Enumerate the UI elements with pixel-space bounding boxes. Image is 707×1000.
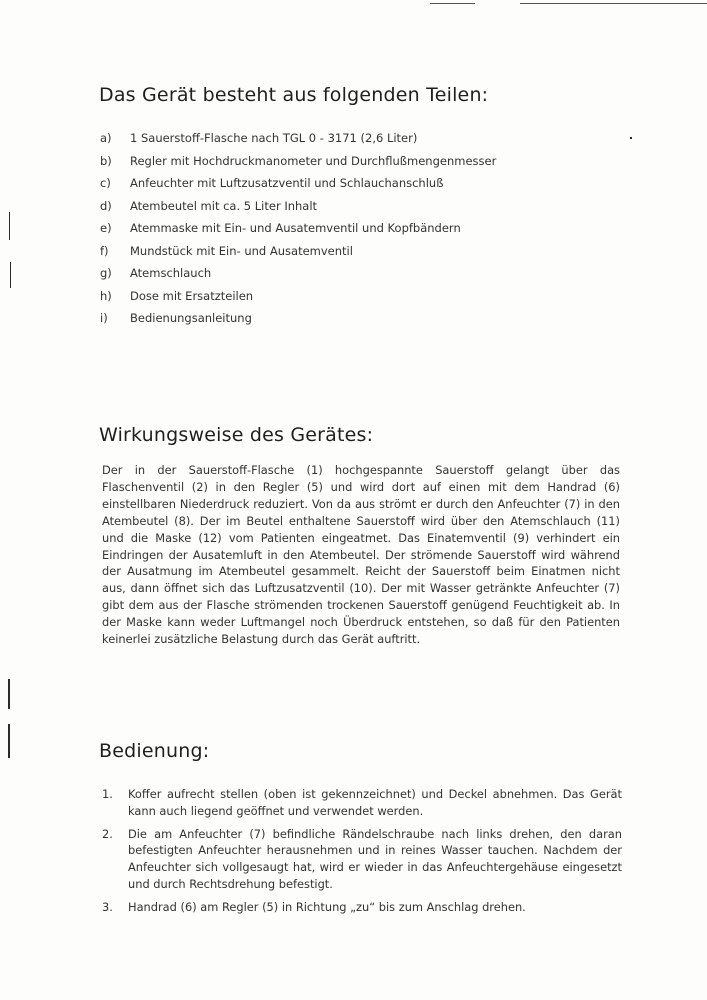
list-item: i) Bedienungsanleitung	[100, 311, 252, 325]
binding-mark	[8, 724, 10, 758]
operation-heading: Bedienung:	[99, 740, 210, 762]
list-item: e) Atemmaske mit Ein- und Ausatemventil und Kopfbändern	[100, 221, 461, 235]
scan-edge-line	[520, 3, 707, 4]
list-item: h) Dose mit Ersatzteilen	[100, 288, 254, 303]
list-item: c) Anfeuchter mit Luftzusatzventil und Schlauchanschluß	[100, 176, 444, 190]
scan-edge-line	[430, 3, 475, 4]
parts-list	[100, 127, 496, 330]
scan-dot	[630, 137, 632, 139]
binding-mark	[8, 679, 10, 709]
list-item: d) Atembeutel mit ca. 5 Liter Inhalt	[100, 198, 318, 213]
list-item: f) Mundstück mit Ein- und Ausatemventil	[100, 243, 353, 258]
list-item: 2. Die am Anfeuchter (7) befindliche Rändelschraube nach links drehen, den daran befestigten Anfeuchter herausnehmen und in reines Wasser tauchen. Nachdem der Anfeuchter sich vollgesaugt hat, wird er wieder in das Anfeuchtergehäuse eingesetzt und durch Rechtsdrehung befestigt.	[102, 826, 622, 891]
function-paragraph: Der in der Sauerstoff-Flasche (1) hochgespannte Sauerstoff gelangt über das Flaschenventil (2) in den Regler (5) und wird dort auf einen mit dem Handrad (6) einstellbaren Niederdruck reduziert. Von da aus strömt er durch den Anfeuchter (7) in den Atembeutel (8). Der im Beutel enthaltene Sauerstoff wird über den Atemschlauch (11) und die Maske (12) vom Patienten eingeatmet. Das Einatemventil (9) verhindert ein Eindringen der Ausatemluft in den Atembeutel. Der strömende Sauerstoff wird während der Ausatmung im Atembeutel gesammelt. Reicht der Sauerstoff beim Einatmen nicht aus, dann öffnet sich das Luftzusatzventil (10). Der mit Wasser getränkte Anfeuchter (7) gibt dem aus der Flasche strömenden trockenen Sauerstoff genügend Feuchtigkeit ab. In der Maske kann weder Luftmangel noch Überdruck entstehen, so daß für den Patienten keinerlei zusätzliche Belastung durch das Gerät auftritt.	[102, 463, 620, 647]
list-item: 1. Koffer aufrecht stellen (oben ist gekennzeichnet) und Deckel abnehmen. Das Gerät kann auch liegend geöffnet und verwendet werden.	[102, 787, 622, 818]
binding-mark	[9, 212, 10, 240]
list-item: 3. Handrad (6) am Regler (5) in Richtung „zu“ bis zum Anschlag drehen.	[102, 899, 526, 914]
list-item: b) Regler mit Hochdruckmanometer und Durchflußmengenmesser	[100, 153, 497, 168]
list-item: g) Atemschlauch	[100, 266, 212, 280]
operation-steps	[102, 786, 622, 922]
list-item: a) 1 Sauerstoff-Flasche nach TGL 0 - 3171 (2,6 Liter)	[100, 131, 418, 145]
parts-heading: Das Gerät besteht aus folgenden Teilen:	[99, 84, 489, 106]
binding-mark	[10, 262, 11, 288]
function-heading: Wirkungsweise des Gerätes:	[99, 424, 374, 446]
